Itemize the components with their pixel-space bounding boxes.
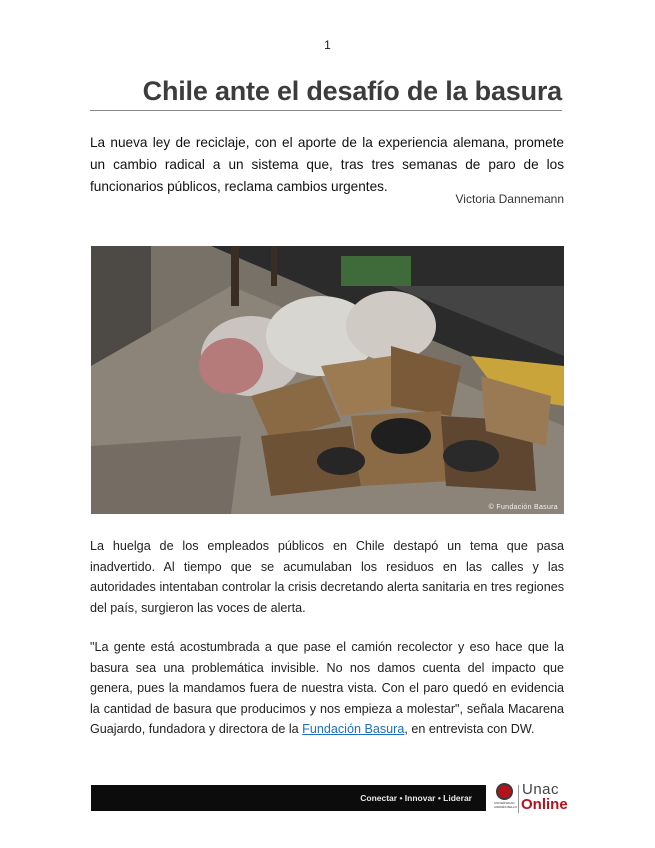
article-author: Victoria Dannemann bbox=[455, 192, 564, 206]
unac-online-logo bbox=[494, 781, 568, 815]
university-emblem-icon bbox=[496, 783, 513, 800]
page-number: 1 bbox=[324, 38, 331, 52]
paragraph-2-end: , en entrevista con DW. bbox=[404, 722, 535, 736]
logo-unac-text: Unac bbox=[522, 781, 560, 798]
paragraph-1: La huelga de los empleados públicos en Chile destapó un tema que pasa inadvertido. Al tiempo que se acumulaban los residuos en las calles y las autoridades intentaban controlar la crisis decretando alerta sanitaria en tres regiones del país, surgieron las voces de alerta. bbox=[90, 539, 564, 615]
article-title: Chile ante el desafío de la basura bbox=[90, 76, 562, 111]
garbage-photo bbox=[91, 246, 564, 514]
paragraph-2 bbox=[90, 637, 564, 740]
fundacion-basura-link[interactable]: Fundación Basura bbox=[302, 722, 405, 736]
footer-slogan: Conectar • Innovar • Liderar bbox=[360, 793, 472, 803]
article-lead: La nueva ley de reciclaje, con el aporte de la experiencia alemana, promete un cambio radical a un sistema que, tras tres semanas de paro de los funcionarios públicos, reclama cambios urgentes. bbox=[90, 135, 564, 194]
photo-caption: © Fundación Basura bbox=[488, 504, 558, 511]
garbage-photo-illustration bbox=[91, 246, 564, 514]
emblem-text: UNIVERSIDAD ANDRÉS BELLO bbox=[494, 801, 518, 809]
logo-divider bbox=[518, 785, 519, 813]
footer-bar bbox=[91, 785, 486, 811]
paragraph-2-text: "La gente está acostumbrada a que pase el camión recolector y eso hace que la basura sea una problemática invisible. No nos damos cuenta del impacto que genera, pues la mandamos fuera de nuestra vista. Con el paro quedó en evidencia la cantidad de basura que producimos y nos empieza a molestar", señala Macarena Guajardo, fundadora y directora de la bbox=[90, 640, 564, 736]
logo-online-text: Online bbox=[521, 796, 568, 813]
